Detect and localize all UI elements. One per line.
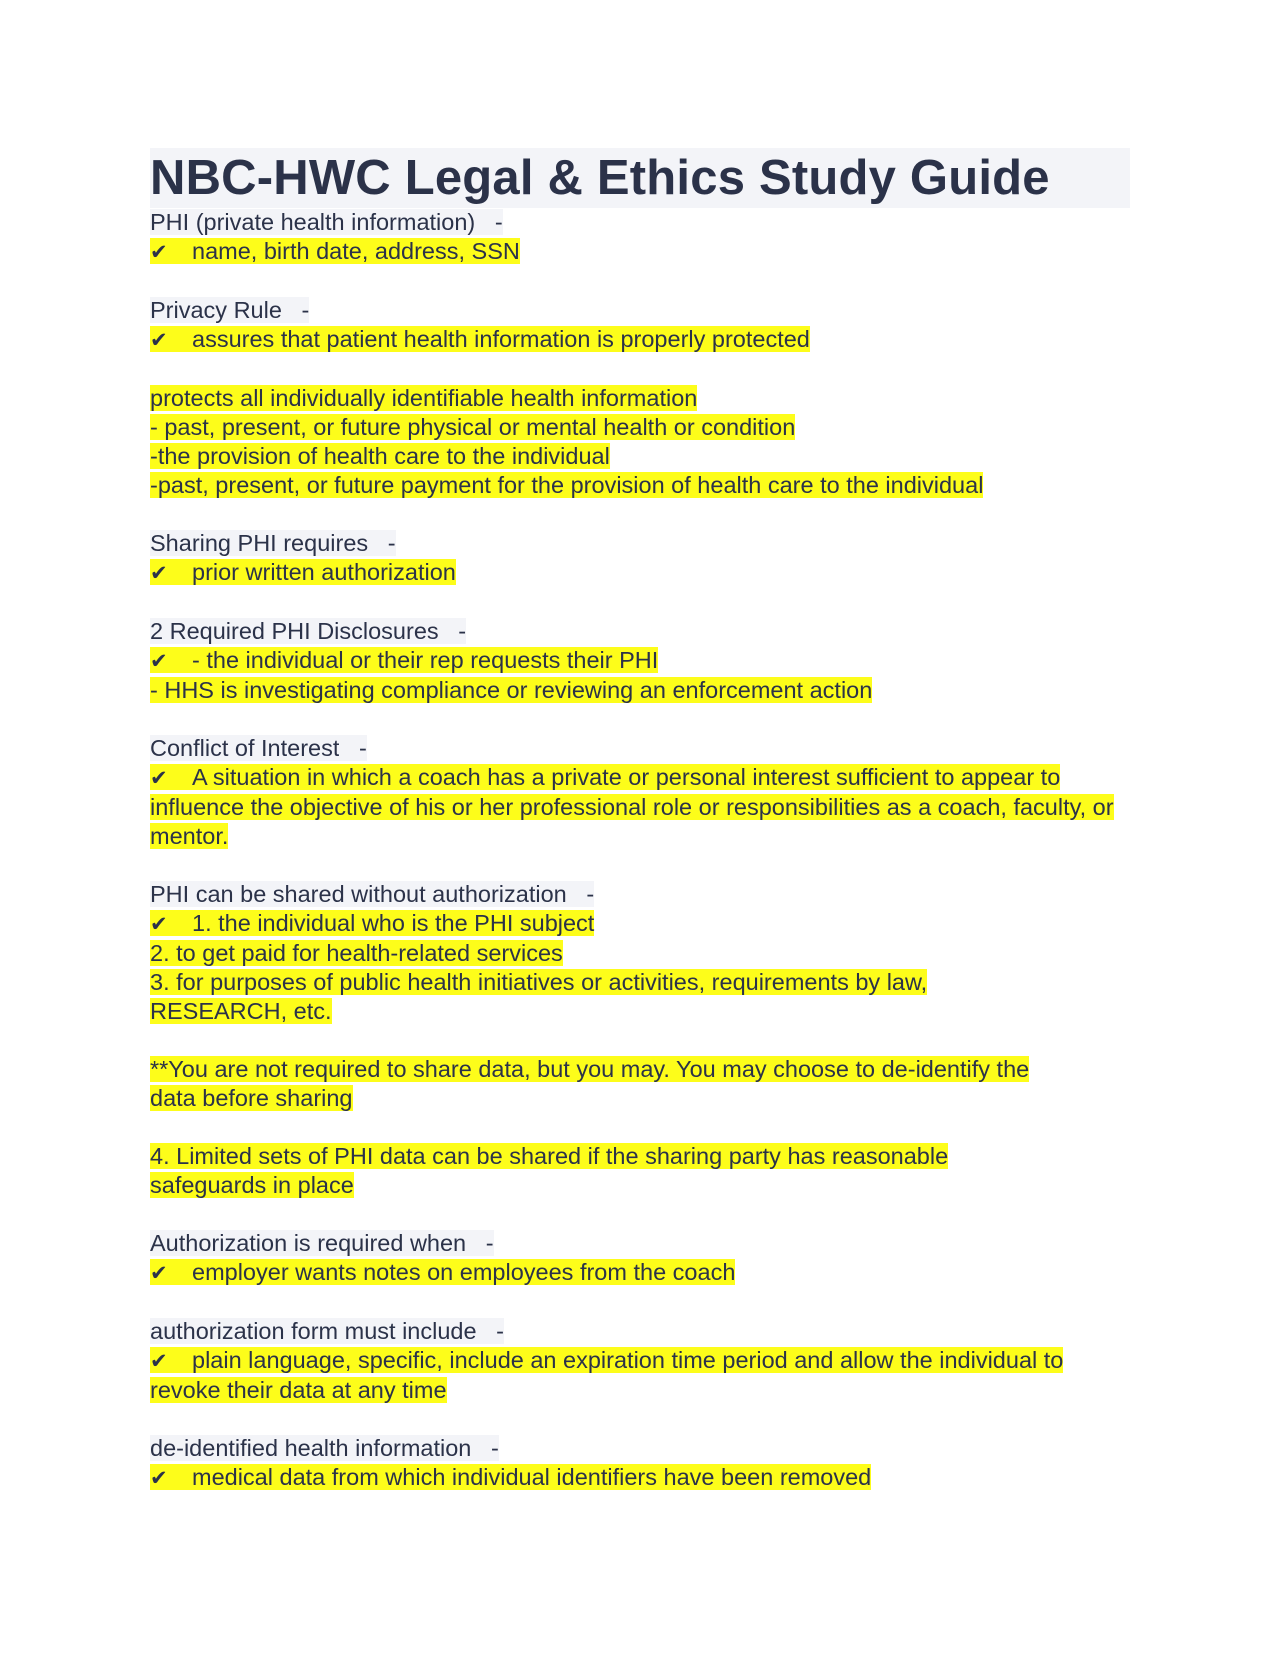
answer-text: plain language, specific, include an expiration time period and allow the individual to <box>192 1347 1064 1373</box>
term-text: 2 Required PHI Disclosures <box>150 618 439 644</box>
answer-text: RESEARCH, etc. <box>150 998 332 1024</box>
answer-text: - HHS is investigating compliance or reviewing an enforcement action <box>150 677 873 703</box>
checkmark-icon: ✔ <box>150 649 168 673</box>
checkmark-icon: ✔ <box>150 561 168 585</box>
answer-text: prior written authorization <box>192 559 456 585</box>
answer <box>150 325 1130 355</box>
term-line: 2 Required PHI Disclosures - <box>150 618 467 644</box>
answer-paragraph <box>150 1055 1130 1113</box>
flashcard-entry <box>150 208 1130 267</box>
term-text: Privacy Rule <box>150 297 282 323</box>
answer-text: revoke their data at any time <box>150 1377 447 1403</box>
term-line: Authorization is required when - <box>150 1230 494 1256</box>
term-text: PHI (private health information) <box>150 209 476 235</box>
answer <box>150 1463 1130 1493</box>
answer-paragraph <box>150 1142 1130 1200</box>
answer-text: -the provision of health care to the individual <box>150 443 610 469</box>
term-line: Privacy Rule - <box>150 297 310 323</box>
answer <box>150 558 1130 588</box>
answer <box>150 646 1130 705</box>
flashcard-entry <box>150 296 1130 500</box>
term-text: PHI can be shared without authorization <box>150 881 567 907</box>
answer-text: 4. Limited sets of PHI data can be shared if the sharing party has reasonable <box>150 1143 949 1169</box>
flashcard-entry <box>150 1434 1130 1493</box>
answer-text: 3. for purposes of public health initiatives or activities, requirements by law, <box>150 969 928 995</box>
answer-text: 2. to get paid for health-related services <box>150 940 563 966</box>
flashcard-entry <box>150 617 1130 705</box>
checkmark-icon: ✔ <box>150 1261 168 1285</box>
answer-text: name, birth date, address, SSN <box>192 238 520 264</box>
term-text: authorization form must include <box>150 1318 477 1344</box>
answer <box>150 1346 1130 1405</box>
checkmark-icon: ✔ <box>150 766 168 790</box>
answer-text: - the individual or their rep requests their PHI <box>192 647 659 673</box>
term-text: Conflict of Interest <box>150 735 340 761</box>
term-line: PHI (private health information) - <box>150 209 503 235</box>
answer-text: -past, present, or future payment for the provision of health care to the individual <box>150 472 984 498</box>
term-text: Sharing PHI requires <box>150 530 369 556</box>
flashcard-entry <box>150 880 1130 1200</box>
term-line: Sharing PHI requires - <box>150 530 396 556</box>
answer-text: employer wants notes on employees from the coach <box>192 1259 736 1285</box>
answer-text: assures that patient health information is properly protected <box>192 326 810 352</box>
answer <box>150 763 1130 851</box>
answer <box>150 237 1130 267</box>
answer-text: A situation in which a coach has a private or personal interest sufficient to appear to influence the objective of his or her professional role or responsibilities as a coach, faculty, or mentor. <box>150 764 1114 849</box>
checkmark-icon: ✔ <box>150 240 168 264</box>
checkmark-icon: ✔ <box>150 912 168 936</box>
term-line: PHI can be shared without authorization - <box>150 881 595 907</box>
answer-paragraph <box>150 384 1130 500</box>
answer <box>150 909 1130 1026</box>
answer <box>150 1258 1130 1288</box>
answer-text: data before sharing <box>150 1085 353 1111</box>
document-title: NBC-HWC Legal & Ethics Study Guide <box>150 148 1130 208</box>
answer-text: medical data from which individual identifiers have been removed <box>192 1464 872 1490</box>
checkmark-icon: ✔ <box>150 1466 168 1490</box>
answer-text: protects all individually identifiable health information <box>150 385 698 411</box>
flashcard-entry <box>150 1229 1130 1288</box>
term-text: de-identified health information <box>150 1435 472 1461</box>
flashcard-entry <box>150 734 1130 851</box>
term-line: authorization form must include - <box>150 1318 504 1344</box>
answer-text: **You are not required to share data, but you may. You may choose to de-identify the <box>150 1056 1030 1082</box>
answer-text: 1. the individual who is the PHI subject <box>192 910 595 936</box>
checkmark-icon: ✔ <box>150 328 168 352</box>
document-page <box>150 148 1130 1493</box>
flashcard-entry <box>150 529 1130 588</box>
term-line: Conflict of Interest - <box>150 735 367 761</box>
flashcard-entry <box>150 1317 1130 1405</box>
checkmark-icon: ✔ <box>150 1349 168 1373</box>
term-line: de-identified health information - <box>150 1435 499 1461</box>
answer-text: - past, present, or future physical or mental health or condition <box>150 414 796 440</box>
term-text: Authorization is required when <box>150 1230 467 1256</box>
answer-text: safeguards in place <box>150 1172 354 1198</box>
